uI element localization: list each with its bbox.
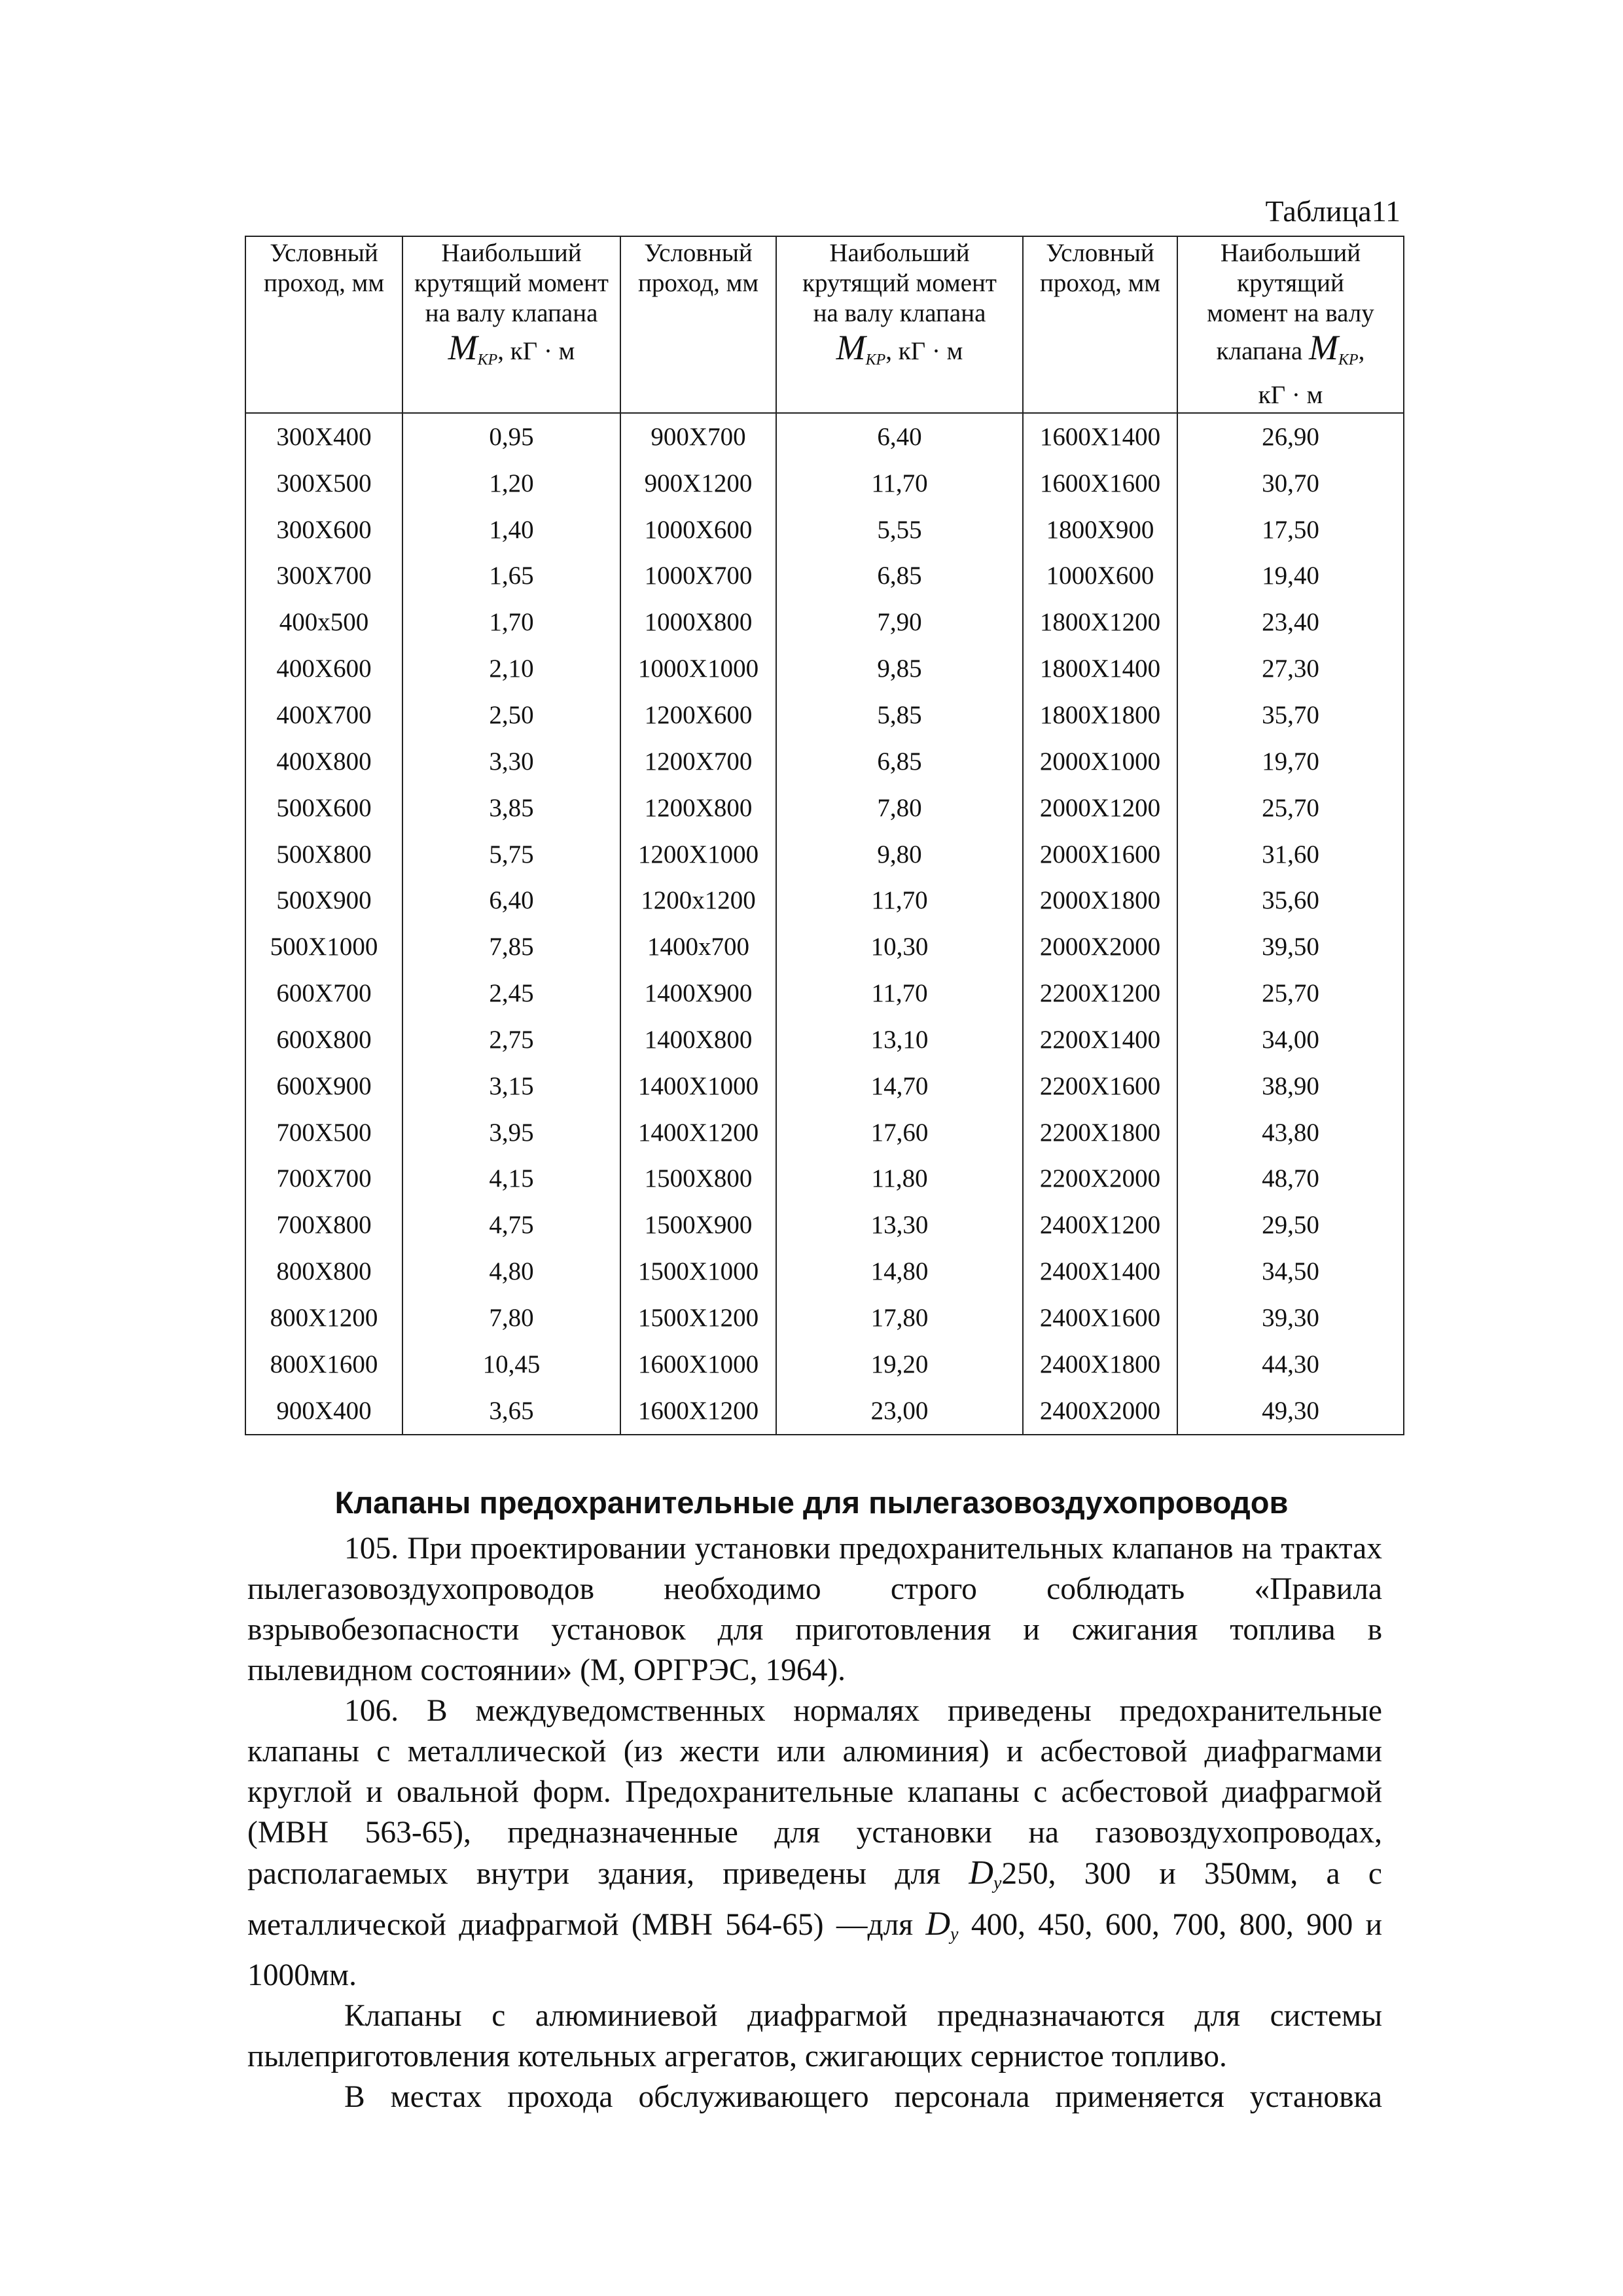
cell-bore: 1000X1000 (620, 645, 776, 692)
cell-torque: 3,30 (402, 738, 620, 785)
cell-bore: 1800X1200 (1023, 599, 1177, 645)
table-row (245, 738, 1404, 785)
table-body (245, 413, 1404, 1435)
table-row (245, 1341, 1404, 1388)
cell-torque: 1,20 (402, 460, 620, 507)
paragraph-105: 105. При проектировании установки предохранительных клапанов на трактах пылегазовоздухопроводов необходимо строго соблюдать «Правила взрывобезопасности установок для приготовления и сжигания топлива в пылевидном состоянии» (М, ОРГРЭС, 1964). (247, 1532, 1382, 1687)
table-row (245, 553, 1404, 600)
cell-torque: 6,85 (776, 738, 1023, 785)
table-row (245, 785, 1404, 831)
cell-bore: 900X1200 (620, 460, 776, 507)
cell-torque: 11,70 (776, 877, 1023, 924)
cell-torque: 11,70 (776, 460, 1023, 507)
cell-torque: 25,70 (1177, 970, 1404, 1016)
cell-bore: 1200x1200 (620, 877, 776, 924)
cell-bore: 700X700 (245, 1156, 402, 1202)
section-heading: Клапаны предохранительные для пылегазовоздухопроводов (334, 1485, 1289, 1520)
cell-bore: 2400X1400 (1023, 1248, 1177, 1295)
cell-bore: 2200X1200 (1023, 970, 1177, 1016)
cell-bore: 1400x700 (620, 924, 776, 970)
cell-torque: 14,80 (776, 1248, 1023, 1295)
cell-bore: 400X700 (245, 692, 402, 738)
cell-torque: 49,30 (1177, 1388, 1404, 1435)
table-caption: Таблица11 (1265, 194, 1400, 228)
table-row (245, 1156, 1404, 1202)
cell-torque: 7,85 (402, 924, 620, 970)
table-header-row (245, 236, 1404, 413)
cell-torque: 10,30 (776, 924, 1023, 970)
cell-bore: 600X800 (245, 1016, 402, 1063)
cell-torque: 2,75 (402, 1016, 620, 1063)
cell-bore: 1400X800 (620, 1016, 776, 1063)
cell-torque: 3,85 (402, 785, 620, 831)
table-row (245, 1063, 1404, 1109)
table-row (245, 1109, 1404, 1156)
cell-torque: 35,60 (1177, 877, 1404, 924)
cell-torque: 39,50 (1177, 924, 1404, 970)
cell-bore: 800X800 (245, 1248, 402, 1295)
cell-torque: 17,60 (776, 1109, 1023, 1156)
cell-bore: 1000X600 (1023, 553, 1177, 600)
cell-bore: 300X500 (245, 460, 402, 507)
dy-symbol: D (925, 1905, 951, 1943)
table-row (245, 460, 1404, 507)
cell-bore: 2400X1800 (1023, 1341, 1177, 1388)
cell-torque: 27,30 (1177, 645, 1404, 692)
torque-table (245, 236, 1404, 1435)
cell-bore: 400x500 (245, 599, 402, 645)
cell-bore: 900X400 (245, 1388, 402, 1435)
cell-torque: 29,50 (1177, 1202, 1404, 1248)
cell-torque: 0,95 (402, 413, 620, 460)
header-bore-3: Условный проход, мм (1023, 236, 1177, 413)
cell-torque: 23,00 (776, 1388, 1023, 1435)
paragraph-last: В местах прохода обслуживающего персонала применяется установка (344, 2080, 1382, 2114)
cell-bore: 1600X1400 (1023, 413, 1177, 460)
cell-bore: 1500X800 (620, 1156, 776, 1202)
cell-bore: 1800X1400 (1023, 645, 1177, 692)
cell-bore: 700X800 (245, 1202, 402, 1248)
cell-torque: 19,70 (1177, 738, 1404, 785)
cell-torque: 4,15 (402, 1156, 620, 1202)
cell-torque: 9,85 (776, 645, 1023, 692)
cell-bore: 2400X2000 (1023, 1388, 1177, 1435)
cell-torque: 44,30 (1177, 1341, 1404, 1388)
cell-bore: 1200X800 (620, 785, 776, 831)
cell-bore: 2200X2000 (1023, 1156, 1177, 1202)
cell-bore: 2000X1000 (1023, 738, 1177, 785)
cell-torque: 9,80 (776, 831, 1023, 878)
cell-torque: 35,70 (1177, 692, 1404, 738)
cell-torque: 26,90 (1177, 413, 1404, 460)
torque-symbol: M (448, 328, 478, 367)
cell-torque: 17,50 (1177, 507, 1404, 553)
cell-bore: 400X600 (245, 645, 402, 692)
table-row (245, 692, 1404, 738)
cell-bore: 1800X900 (1023, 507, 1177, 553)
cell-bore: 300X600 (245, 507, 402, 553)
cell-torque: 11,80 (776, 1156, 1023, 1202)
cell-torque: 5,55 (776, 507, 1023, 553)
cell-torque: 34,50 (1177, 1248, 1404, 1295)
cell-bore: 2000X2000 (1023, 924, 1177, 970)
cell-bore: 600X900 (245, 1063, 402, 1109)
cell-torque: 6,40 (402, 877, 620, 924)
cell-torque: 31,60 (1177, 831, 1404, 878)
table-row (245, 599, 1404, 645)
cell-torque: 23,40 (1177, 599, 1404, 645)
table-row (245, 413, 1404, 460)
cell-bore: 1600X1200 (620, 1388, 776, 1435)
cell-bore: 1200X700 (620, 738, 776, 785)
cell-bore: 800X1600 (245, 1341, 402, 1388)
cell-torque: 17,80 (776, 1295, 1023, 1341)
cell-torque: 7,80 (776, 785, 1023, 831)
cell-torque: 3,15 (402, 1063, 620, 1109)
cell-bore: 1600X1600 (1023, 460, 1177, 507)
dy-symbol: D (969, 1854, 993, 1892)
cell-bore: 1500X900 (620, 1202, 776, 1248)
cell-torque: 48,70 (1177, 1156, 1404, 1202)
cell-bore: 2000X1200 (1023, 785, 1177, 831)
cell-bore: 300X400 (245, 413, 402, 460)
cell-bore: 400X800 (245, 738, 402, 785)
header-bore-2: Условный проход, мм (620, 236, 776, 413)
table-row (245, 831, 1404, 878)
cell-torque: 14,70 (776, 1063, 1023, 1109)
cell-torque: 4,80 (402, 1248, 620, 1295)
cell-bore: 1200X600 (620, 692, 776, 738)
cell-torque: 43,80 (1177, 1109, 1404, 1156)
cell-bore: 600X700 (245, 970, 402, 1016)
cell-bore: 2400X1200 (1023, 1202, 1177, 1248)
cell-bore: 1500X1200 (620, 1295, 776, 1341)
cell-bore: 1200X1000 (620, 831, 776, 878)
cell-bore: 1500X1000 (620, 1248, 776, 1295)
cell-bore: 1000X800 (620, 599, 776, 645)
cell-torque: 5,75 (402, 831, 620, 878)
cell-bore: 2000X1800 (1023, 877, 1177, 924)
cell-bore: 500X800 (245, 831, 402, 878)
cell-bore: 1400X1200 (620, 1109, 776, 1156)
torque-symbol: M (1308, 328, 1338, 367)
cell-torque: 1,65 (402, 553, 620, 600)
cell-bore: 300X700 (245, 553, 402, 600)
cell-bore: 2200X1600 (1023, 1063, 1177, 1109)
cell-bore: 700X500 (245, 1109, 402, 1156)
cell-torque: 4,75 (402, 1202, 620, 1248)
cell-bore: 1000X600 (620, 507, 776, 553)
cell-bore: 500X600 (245, 785, 402, 831)
cell-bore: 900X700 (620, 413, 776, 460)
header-torque-3: Наибольший крутящий момент на валу клапана $M_{КР}$, кГ · м (1177, 236, 1404, 413)
cell-bore: 2000X1600 (1023, 831, 1177, 878)
table-row (245, 970, 1404, 1016)
cell-bore: 1400X1000 (620, 1063, 776, 1109)
table-row (245, 1248, 1404, 1295)
cell-bore: 500X1000 (245, 924, 402, 970)
cell-torque: 2,45 (402, 970, 620, 1016)
cell-torque: 30,70 (1177, 460, 1404, 507)
cell-torque: 13,30 (776, 1202, 1023, 1248)
header-torque-1: Наибольший крутящий момент на валу клапана $M_{КР}$, кГ · м (402, 236, 620, 413)
cell-torque: 19,40 (1177, 553, 1404, 600)
cell-bore: 1400X900 (620, 970, 776, 1016)
cell-torque: 10,45 (402, 1341, 620, 1388)
table-row (245, 1295, 1404, 1341)
cell-torque: 7,90 (776, 599, 1023, 645)
cell-bore: 2200X1400 (1023, 1016, 1177, 1063)
torque-symbol: M (836, 328, 866, 367)
table-row (245, 1388, 1404, 1435)
cell-torque: 5,85 (776, 692, 1023, 738)
cell-torque: 11,70 (776, 970, 1023, 1016)
cell-torque: 2,10 (402, 645, 620, 692)
cell-bore: 800X1200 (245, 1295, 402, 1341)
cell-torque: 6,85 (776, 553, 1023, 600)
table-row (245, 924, 1404, 970)
cell-torque: 3,95 (402, 1109, 620, 1156)
cell-bore: 1000X700 (620, 553, 776, 600)
cell-bore: 500X900 (245, 877, 402, 924)
body-text (247, 1528, 1382, 2117)
cell-torque: 2,50 (402, 692, 620, 738)
cell-torque: 39,30 (1177, 1295, 1404, 1341)
cell-torque: 38,90 (1177, 1063, 1404, 1109)
cell-torque: 3,65 (402, 1388, 620, 1435)
table-row (245, 645, 1404, 692)
paragraph-106: 106. В междуведомственных нормалях приведены предохранительные клапаны с металлической (из жести или алюминия) и асбестовой диафрагмами круглой и овальной форм. Предохранительные клапаны с асбестовой диафрагмой (МВН 563-65), предназначенные для установки на газовоздухопроводах, располагаемых внутри здания, приведены для Dy250, 300 и 350мм, а с металлической диафрагмой (МВН 564-65) —для Dy 400, 450, 600, 700, 800, 900 и 1000мм. (247, 1694, 1383, 1992)
cell-bore: 2400X1600 (1023, 1295, 1177, 1341)
table-row (245, 1202, 1404, 1248)
cell-bore: 1800X1800 (1023, 692, 1177, 738)
cell-torque: 19,20 (776, 1341, 1023, 1388)
table-row (245, 507, 1404, 553)
header-torque-2: Наибольший крутящий момент на валу клапана $M_{КР}$, кГ · м (776, 236, 1023, 413)
cell-torque: 7,80 (402, 1295, 620, 1341)
cell-torque: 6,40 (776, 413, 1023, 460)
cell-torque: 1,70 (402, 599, 620, 645)
table-row (245, 877, 1404, 924)
cell-bore: 2200X1800 (1023, 1109, 1177, 1156)
table-row (245, 1016, 1404, 1063)
cell-bore: 1600X1000 (620, 1341, 776, 1388)
cell-torque: 34,00 (1177, 1016, 1404, 1063)
header-bore-1: Условный проход, мм (245, 236, 402, 413)
cell-torque: 25,70 (1177, 785, 1404, 831)
cell-torque: 1,40 (402, 507, 620, 553)
cell-torque: 13,10 (776, 1016, 1023, 1063)
paragraph-aluminium: Клапаны с алюминиевой диафрагмой предназначаются для системы пылеприготовления котельных агрегатов, сжигающих сернистое топливо. (247, 1999, 1382, 2073)
